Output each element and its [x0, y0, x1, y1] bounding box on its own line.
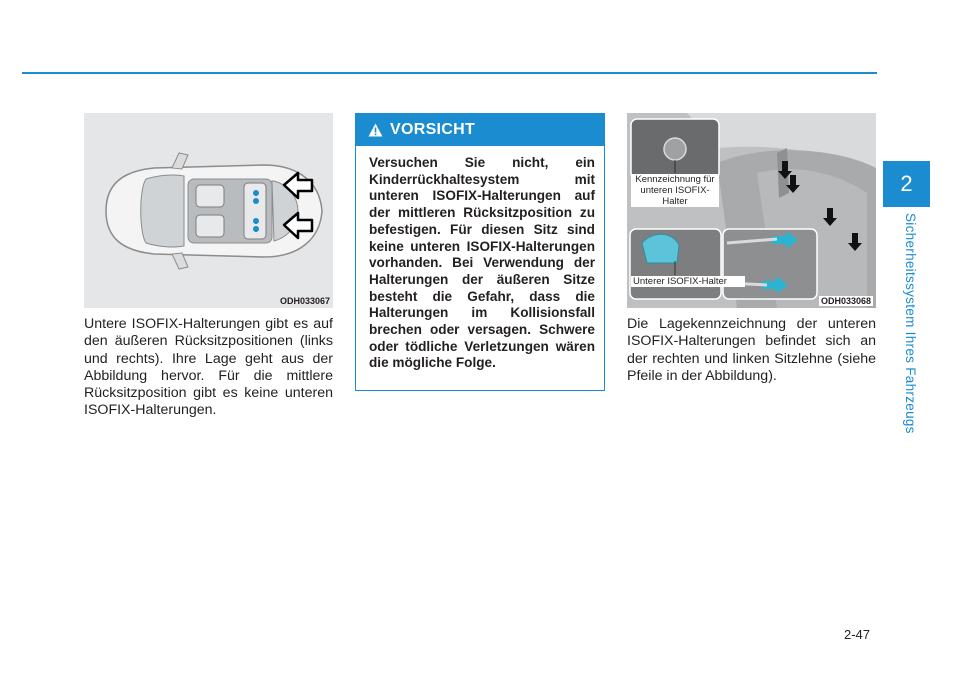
caution-text: Versuchen Sie nicht, ein Kinderrückhaltesystem mit unteren ISOFIX-Halterungen auf der mittleren Rücksitzposition zu befestigen. Für diesen Sitz sind keine unteren ISOFIX-Halterungen vorhanden. Bei Verwendung der Halterungen der äußeren Sitze besteht die Gefahr, dass die Halterungen im Kollisionsfall brechen oder versagen. Schwere oder tödliche Verletzungen wären die mögliche Folge. [369, 155, 595, 371]
figure-code: ODH033067 [279, 296, 330, 306]
chapter-number-tab[interactable] [883, 161, 930, 207]
column3-text: Die Lagekennzeichnung der unteren ISOFIX-Halterungen befindet sich an der rechten und linken Sitzlehne (siehe Pfeile in der Abbildung). [627, 316, 876, 384]
caution-heading: VORSICHT [390, 121, 476, 138]
chapter-number: 2 [900, 171, 913, 196]
column1-text: Untere ISOFIX-Halterungen gibt es auf den äußeren Rücksitzpositionen (links und rechts). Ihre Lage geht aus der Abbildung hervor. Für die mittlere Rücksitzposition gibt es keine unteren ISOFIX-Halterungen. [84, 316, 333, 419]
warning-triangle-icon [368, 123, 383, 137]
caution-header [356, 114, 604, 146]
figure-code: ODH033068 [820, 296, 871, 306]
callout-marker-label: Kennzeichnung für unteren ISOFIX-Halter [631, 174, 719, 207]
callout-anchor-label: Unterer ISOFIX-Halter [631, 276, 745, 287]
figure-car-top-view [84, 113, 333, 308]
car-top-view-illustration [84, 113, 333, 308]
figure-rear-seat [627, 113, 876, 308]
header-rule [22, 72, 877, 74]
chapter-title: Sicherheitssystem Ihres Fahrzeugs [903, 213, 918, 434]
page-number: 2-47 [844, 627, 871, 642]
caution-box [355, 113, 605, 391]
